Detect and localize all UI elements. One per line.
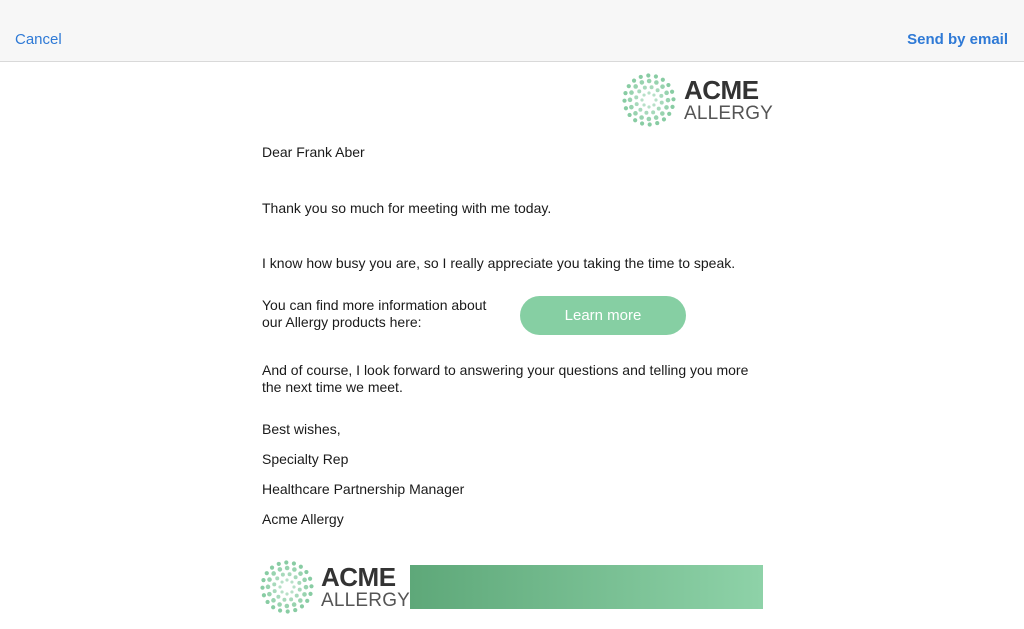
cancel-button[interactable]: Cancel — [15, 31, 62, 48]
dot-burst-logo-icon — [260, 560, 314, 614]
logo-wordmark-acme: ACME — [321, 562, 396, 592]
dot-burst-logo-icon — [622, 73, 676, 127]
send-by-email-button[interactable]: Send by email — [907, 31, 1008, 48]
footer-gradient-banner — [410, 565, 763, 609]
info-text-line-2: our Allergy products here: — [262, 314, 422, 330]
logo-wordmark-allergy: ALLERGY — [684, 103, 774, 124]
signature-name: Specialty Rep — [262, 451, 349, 467]
logo-wordmark-acme: ACME — [684, 75, 759, 105]
signature-title: Healthcare Partnership Manager — [262, 481, 465, 497]
signature-company: Acme Allergy — [262, 511, 344, 527]
email-paragraph-thanks: Thank you so much for meeting with me today. — [262, 200, 552, 216]
email-info-text — [262, 297, 486, 331]
logo-wordmark-allergy: ALLERGY — [321, 590, 411, 611]
email-paragraph-closing — [262, 362, 748, 396]
email-paragraph-appreciation: I know how busy you are, so I really appreciate you taking the time to speak. — [262, 255, 736, 271]
acme-allergy-logo-header — [622, 73, 773, 127]
email-toolbar — [0, 0, 1024, 62]
info-text-line-1: You can find more information about — [262, 297, 487, 313]
learn-more-button[interactable]: Learn more — [520, 296, 686, 335]
email-signoff: Best wishes, — [262, 421, 341, 437]
closing-line-1: And of course, I look forward to answering your questions and telling you more — [262, 362, 749, 378]
closing-line-2: the next time we meet. — [262, 379, 403, 395]
acme-allergy-logo-footer — [260, 560, 410, 614]
email-greeting: Dear Frank Aber — [262, 144, 365, 160]
